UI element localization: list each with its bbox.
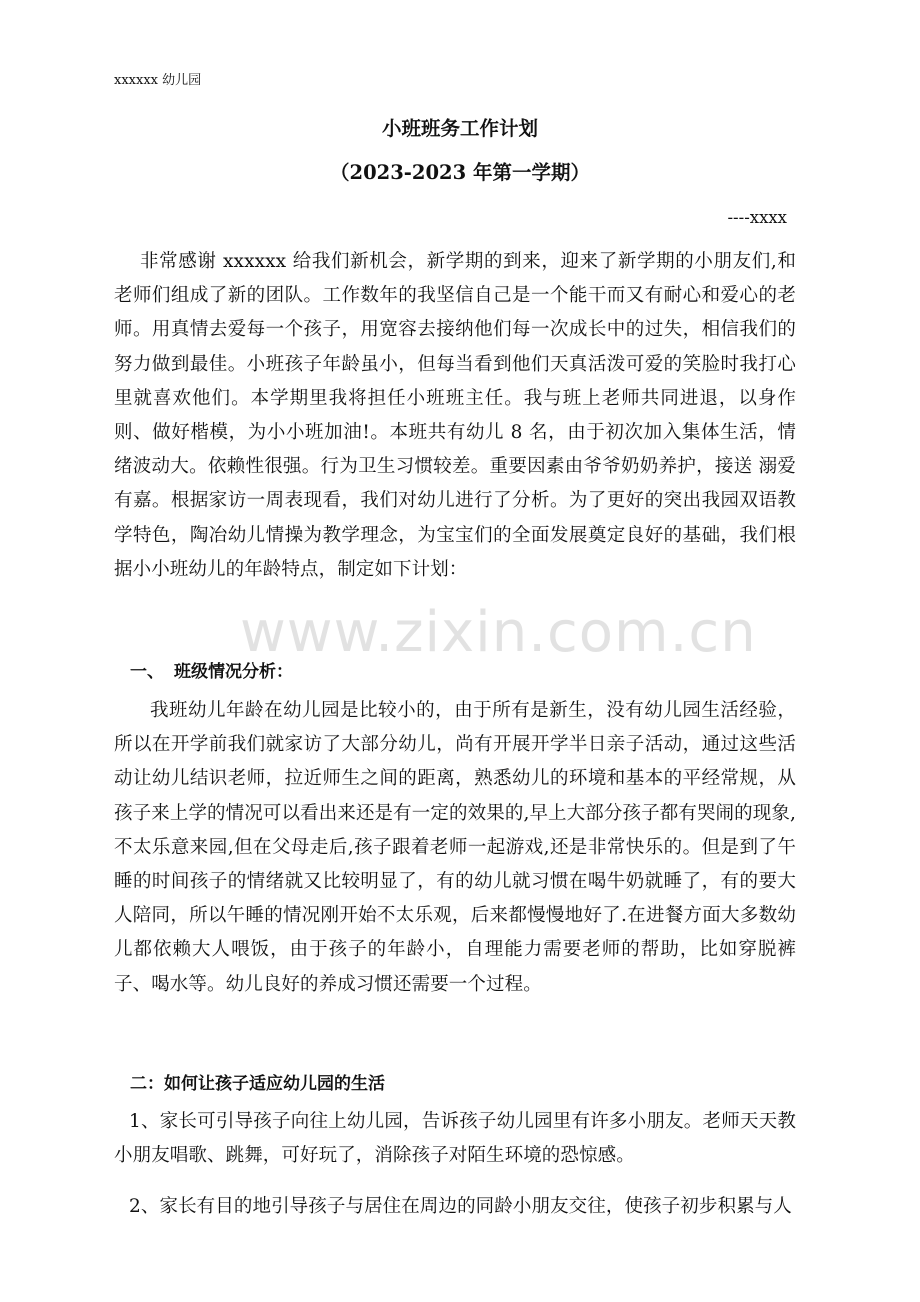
document-title: 小班班务工作计划 xyxy=(381,117,538,140)
watermark: www.zixin.com.cn xyxy=(240,600,757,665)
class-analysis-paragraph: 我班幼儿年龄在幼儿园是比较小的，由于所有是新生，没有幼儿园生活经验，所以在开学前我们就家访了大部分幼儿，尚有开展开学半日亲子活动，通过这些活动让幼儿结识老师，拉近师生之间的距离，熟悉幼儿的环境和基本的平经常规，从孩子来上学的情况可以看出来还是有一定的效果的,早上大部分孩子都有哭闹的现象,不太乐意来园,但在父母走后,孩子跟着老师一起游戏,还是非常快乐的。但是到了午睡的时间孩子的情绪就又比较明显了，有的幼儿就习惯在喝牛奶就睡了，有的要大人陪同，所以午睡的情况刚开始不太乐观，后来都慢慢地好了.在进餐方面大多数幼儿都依赖大人喂饭，由于孩子的年龄小，自理能力需要老师的帮助，比如穿脱裤子、喝水等。幼儿良好的养成习惯还需要一个过程。 xyxy=(114,700,796,995)
document-subtitle: （2023-2023 年第一学期） xyxy=(330,161,590,184)
list-item: 2、家长有目的地引导孩子与居住在周边的同龄小朋友交往，使孩子初步积累与人 xyxy=(129,1196,792,1217)
list-item: 1、家长可引导孩子向往上幼儿园，告诉孩子幼儿园里有许多小朋友。老师天天教小朋友唱歌、跳舞，可好玩了，消除孩子对陌生环境的恐惊感。 xyxy=(114,1111,796,1167)
section-heading-text: 班级情况分析： xyxy=(174,662,293,682)
school-header: xxxxxx 幼儿园 xyxy=(114,73,202,88)
author-signature: ----xxxx xyxy=(727,208,787,227)
section-heading-class-analysis xyxy=(130,660,293,684)
section-number: 一、 xyxy=(130,662,164,682)
intro-paragraph: 非常感谢 xxxxxx 给我们新机会，新学期的到来，迎来了新学期的小朋友们,和老师们组成了新的团队。工作数年的我坚信自己是一个能干而又有耐心和爱心的老师。用真情去爱每一个孩子，用宽容去接纳他们每一次成长中的过失，相信我们的努力做到最佳。小班孩子年龄虽小，但每当看到他们天真活泼可爱的笑脸时我打心里就喜欢他们。本学期里我将担任小班班主任。我与班上老师共同进退，以身作则、做好楷模，为小小班加油!。本班共有幼儿 8 名，由于初次加入集体生活，情绪波动大。依赖性很强。行为卫生习惯较差。重要因素由爷爷奶奶养护，接送 溺爱有嘉。根据家访一周表现看，我们对幼儿进行了分析。为了更好的突出我园双语教学特色，陶冶幼儿情操为教学理念，为宝宝们的全面发展奠定良好的基础，我们根据小小班幼儿的年龄特点，制定如下计划： xyxy=(114,251,796,580)
section-heading-adaptation: 二：如何让孩子适应幼儿园的生活 xyxy=(130,1074,385,1094)
